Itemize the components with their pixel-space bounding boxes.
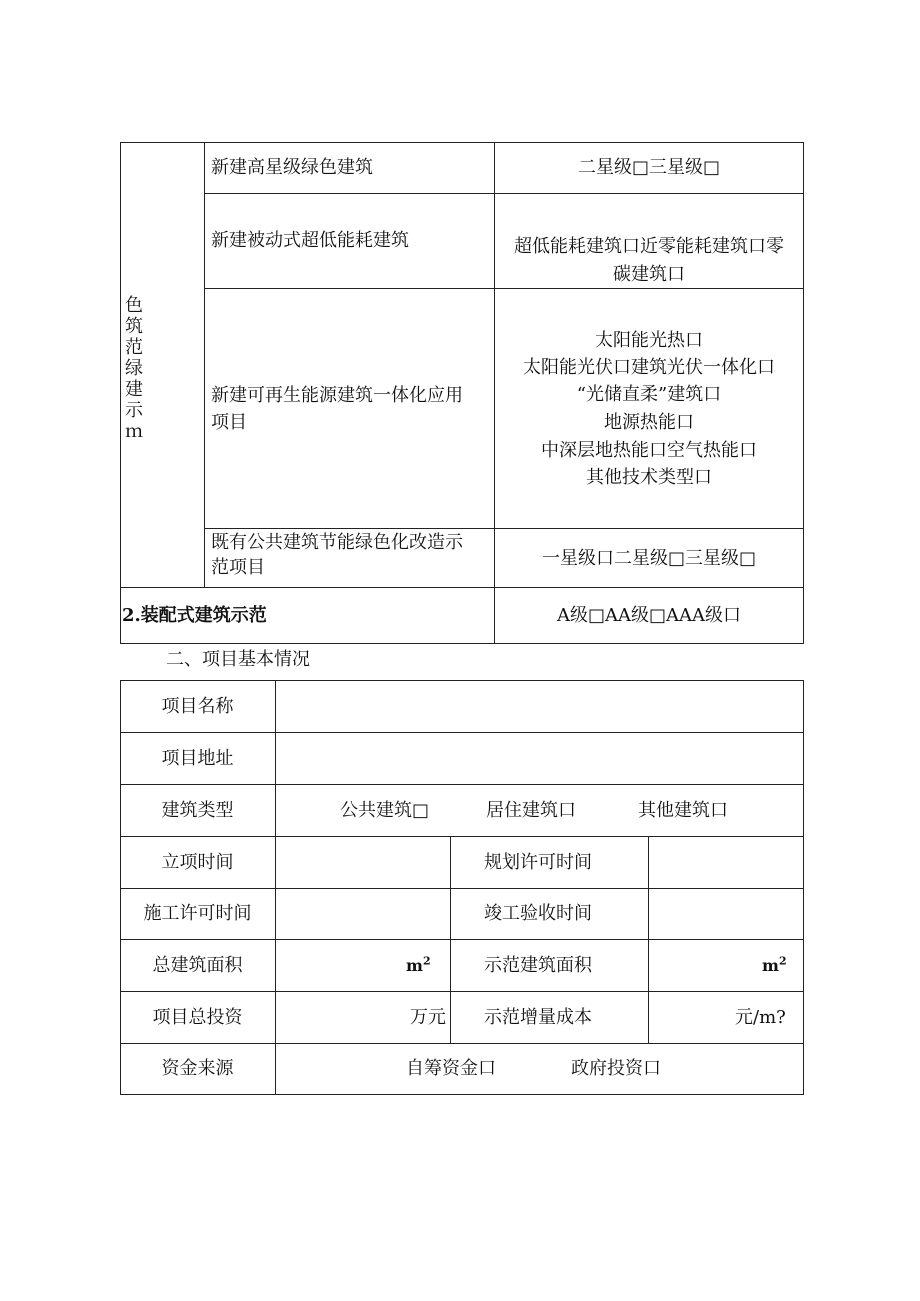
project-name-label: 项目名称 xyxy=(161,696,234,717)
row-passive-low-energy-options-1: 超低能耗建筑口近零能耗建筑口零 xyxy=(514,236,784,257)
row-renewable-option: 太阳能光热口 xyxy=(595,330,703,351)
total-area-unit: $m^2$ xyxy=(406,954,431,975)
incremental-cost-label: 示范增量成本 xyxy=(484,1007,592,1028)
row-high-star-green-name: 新建高星级绿色建筑 xyxy=(211,157,373,178)
funding-self-option[interactable]: 自筹资金口 xyxy=(406,1058,496,1079)
building-type-other-option[interactable]: 其他建筑口 xyxy=(638,800,728,821)
approval-time-field[interactable] xyxy=(276,837,450,888)
green-building-demo-label: 色筑范绿建示ｍ xyxy=(125,295,143,442)
completion-acceptance-field[interactable] xyxy=(649,889,803,939)
completion-acceptance-label: 竣工验收时间 xyxy=(484,903,592,924)
planning-permit-label: 规划许可时间 xyxy=(484,852,592,873)
total-investment-unit: 万元 xyxy=(410,1007,446,1028)
total-investment-label: 项目总投资 xyxy=(152,1007,243,1028)
construction-permit-label: 施工许可时间 xyxy=(143,903,252,924)
funding-source-label: 资金来源 xyxy=(161,1058,234,1079)
row-high-star-green-options: 二星级□三星级□ xyxy=(577,157,720,178)
row-prefab-options: A级□AA级□AAA级口 xyxy=(556,605,741,626)
row-renewable-name-1: 新建可再生能源建筑一体化应用 xyxy=(211,385,463,406)
construction-permit-field[interactable] xyxy=(276,889,450,939)
row-passive-low-energy-options-2: 碳建筑口 xyxy=(613,264,685,285)
row-renewable-option: 中深层地热能口空气热能口 xyxy=(541,440,757,461)
incremental-cost-unit: 元/m? xyxy=(735,1007,786,1028)
demo-area-label: 示范建筑面积 xyxy=(484,955,592,976)
section-2-heading: 二、项目基本情况 xyxy=(166,649,310,670)
building-type-label: 建筑类型 xyxy=(161,800,234,821)
row-retrofit-name-1: 既有公共建筑节能绿色化改造示 xyxy=(211,532,463,553)
row-renewable-option: “光储直柔”建筑口 xyxy=(576,384,722,405)
project-address-label: 项目地址 xyxy=(161,748,234,769)
row-passive-low-energy-name: 新建被动式超低能耗建筑 xyxy=(211,230,409,251)
planning-permit-field[interactable] xyxy=(649,837,803,888)
funding-government-option[interactable]: 政府投资口 xyxy=(571,1058,661,1079)
approval-time-label: 立项时间 xyxy=(161,852,234,873)
row-renewable-name-2: 项目 xyxy=(211,412,247,433)
row-prefab-name: 2.装配式建筑示范 xyxy=(122,605,267,626)
total-area-label: 总建筑面积 xyxy=(152,955,243,976)
project-address-field[interactable] xyxy=(276,733,803,784)
building-type-residential-option[interactable]: 居住建筑口 xyxy=(486,800,576,821)
row-renewable-option: 其他技术类型口 xyxy=(586,467,712,488)
row-retrofit-options: 一星级口二星级□三星级□ xyxy=(541,548,756,569)
demo-area-unit: $m^2$ xyxy=(762,954,787,975)
row-renewable-option: 太阳能光伏口建筑光伏一体化口 xyxy=(523,357,775,378)
building-type-public-option[interactable]: 公共建筑□ xyxy=(340,800,430,821)
row-renewable-option: 地源热能口 xyxy=(604,412,694,433)
project-name-field[interactable] xyxy=(276,681,803,732)
row-retrofit-name-2: 范项目 xyxy=(211,557,265,578)
